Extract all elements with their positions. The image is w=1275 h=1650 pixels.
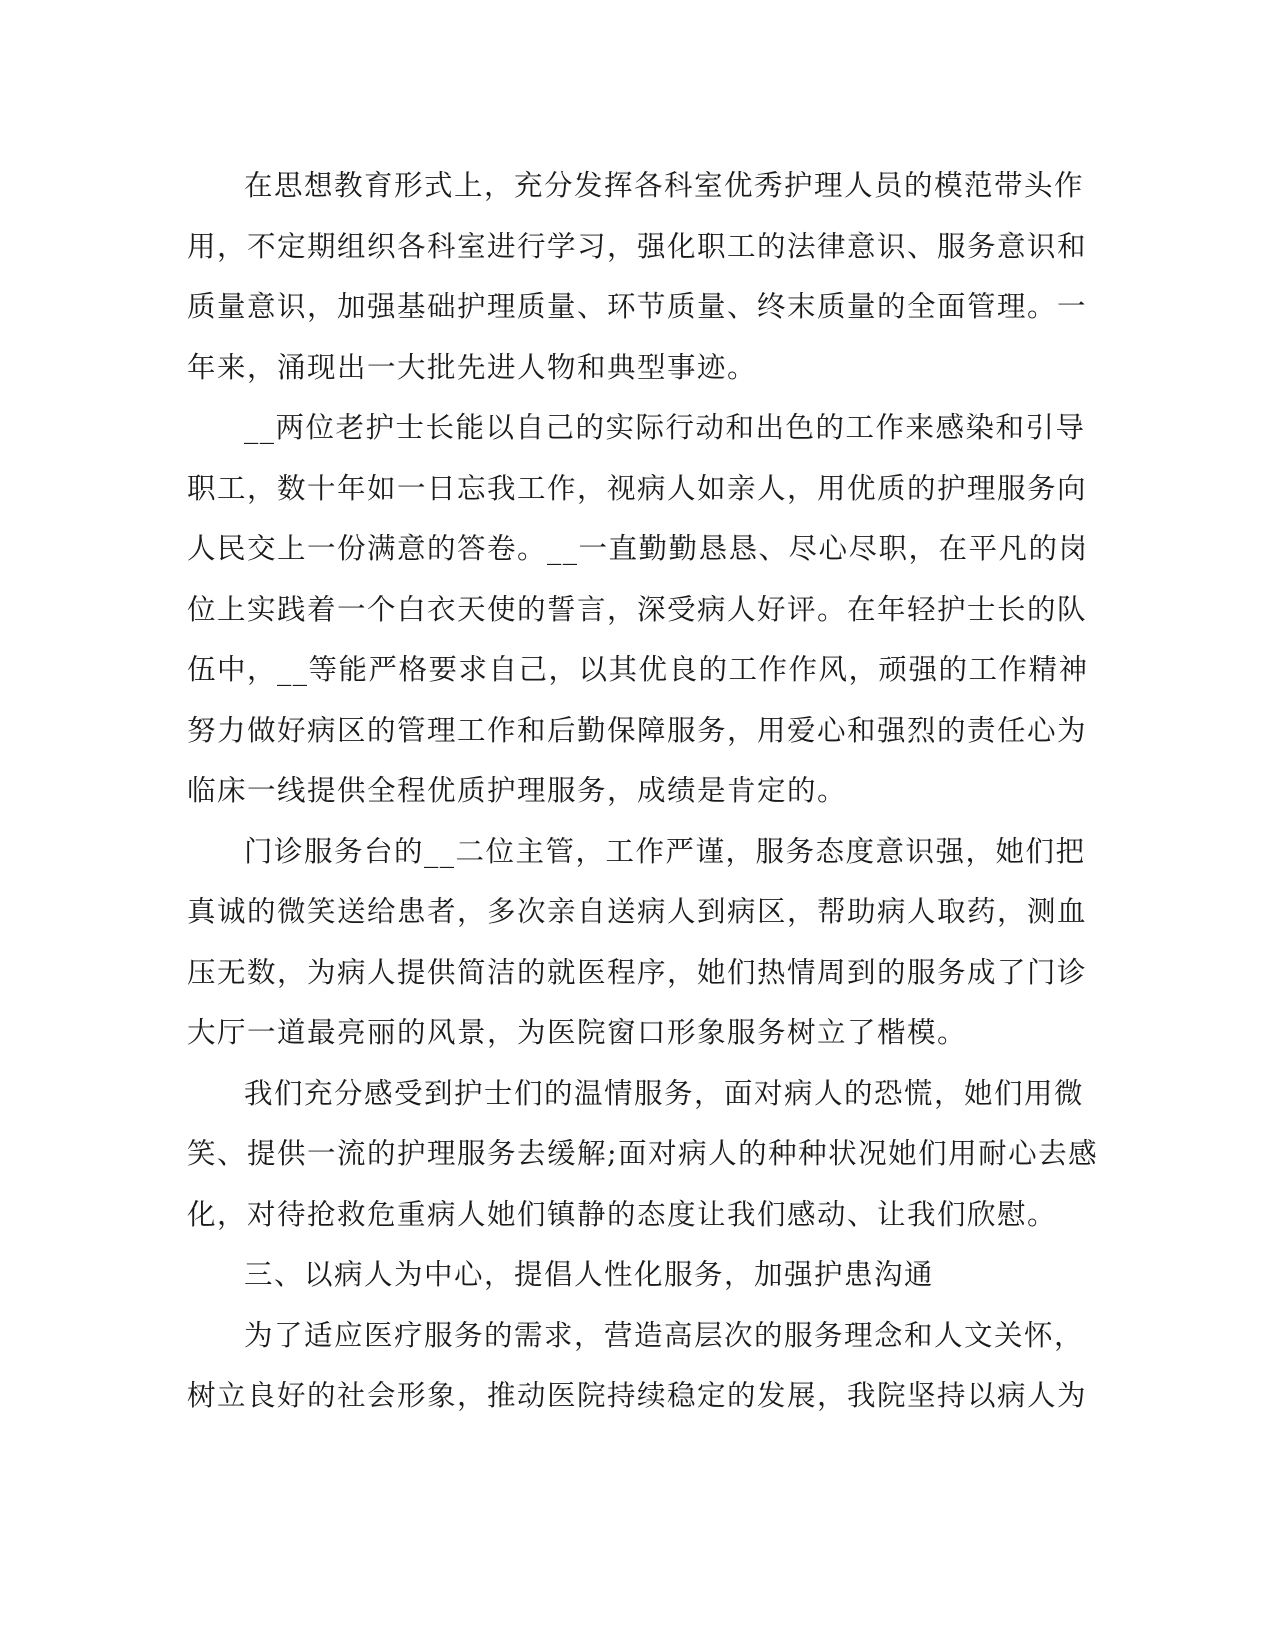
text-line: 压无数，为病人提供简洁的就医程序，她们热情周到的服务成了门诊: [187, 955, 1088, 989]
section-heading: [187, 1245, 1067, 1306]
text-line: 门诊服务台的__二位主管，工作严谨，服务态度意识强，她们把: [244, 834, 1086, 868]
document-body: [187, 156, 1099, 1427]
text-line: 伍中，__等能严格要求自己，以其优良的工作作风，顽强的工作精神: [187, 653, 1089, 686]
paragraph-2: [187, 398, 1089, 822]
text-line: 用，不定期组织各科室进行学习，强化职工的法律意识、服务意识和: [187, 229, 1088, 263]
text-line: 在思想教育形式上，充分发挥各科室优秀护理人员的模范带头作: [244, 169, 1085, 202]
paragraph-4: [187, 1064, 1099, 1246]
text-line: 树立良好的社会形象，推动医院持续稳定的发展，我院坚持以病人为: [187, 1379, 1088, 1412]
text-line: 真诚的微笑送给患者，多次亲自送病人到病区，帮助病人取药，测血: [187, 895, 1088, 928]
text-line: 质量意识，加强基础护理质量、环节质量、终末质量的全面管理。一: [187, 290, 1088, 323]
text-line: 临床一线提供全程优质护理服务，成绩是肯定的。: [187, 774, 848, 807]
text-line: 位上实践着一个白衣天使的誓言，深受病人好评。在年轻护士长的队: [187, 592, 1088, 626]
paragraph-3: [187, 822, 1088, 1064]
text-line: 年来，涌现出一大批先进人物和典型事迹。: [187, 350, 758, 384]
text-line: 我们充分感受到护士们的温情服务，面对病人的恐慌，她们用微: [244, 1076, 1085, 1110]
text-line: __两位老护士长能以自己的实际行动和出色的工作来感染和引导: [244, 411, 1086, 444]
text-line: 笑、提供一流的护理服务去缓解;面对病人的种种状况她们用耐心去感: [187, 1137, 1099, 1170]
text-line: 大厅一道最亮丽的风景，为医院窗口形象服务树立了楷模。: [187, 1016, 968, 1049]
text-line: 职工，数十年如一日忘我工作，视病人如亲人，用优质的护理服务向: [187, 471, 1088, 505]
text-line: 人民交上一份满意的答卷。__一直勤勤恳恳、尽心尽职，在平凡的岗: [187, 532, 1089, 565]
paragraph-6: [187, 1306, 1088, 1427]
heading-line: 三、以病人为中心，提倡人性化服务，加强护患沟通: [244, 1258, 935, 1291]
text-line: 化，对待抢救危重病人她们镇静的态度让我们感动、让我们欣慰。: [187, 1197, 1058, 1231]
text-line: 为了适应医疗服务的需求，营造高层次的服务理念和人文关怀，: [244, 1318, 1085, 1352]
text-line: 努力做好病区的管理工作和后勤保障服务，用爱心和强烈的责任心为: [187, 713, 1088, 747]
paragraph-1: [187, 156, 1088, 398]
